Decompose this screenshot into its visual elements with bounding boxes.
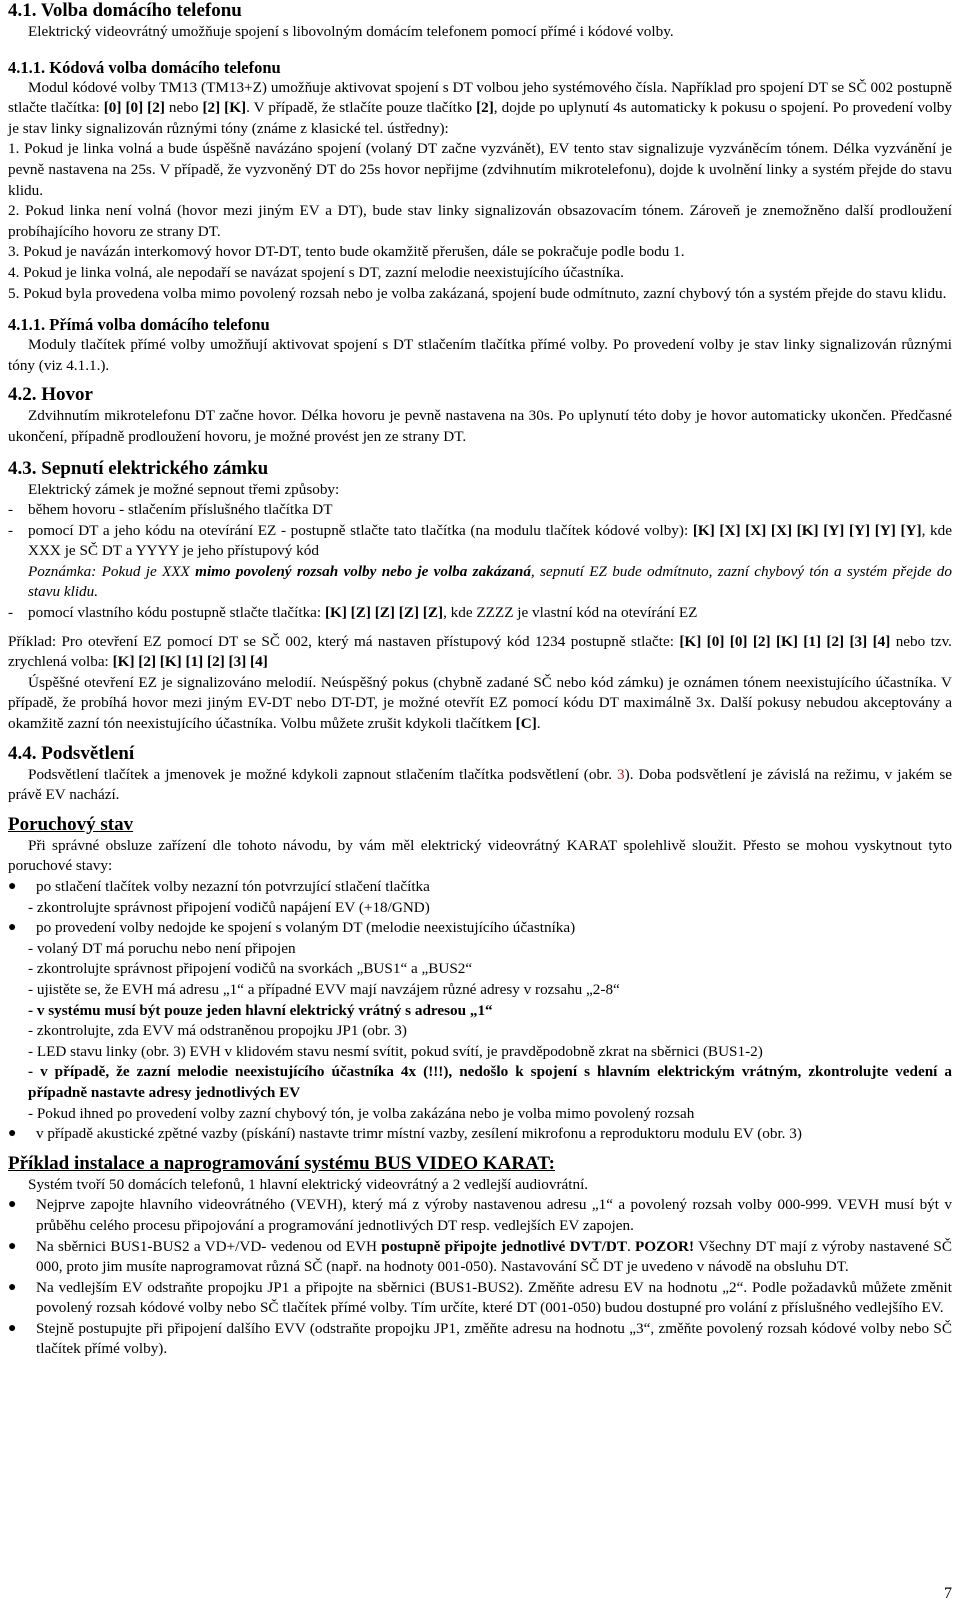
bullet-icon: ● [8, 1279, 17, 1295]
fault-heading: Poruchový stav [8, 813, 134, 835]
dash-item: - pomocí DT a jeho kódu na otevírání EZ - postupně stlačte tato tlačítka (na modulu tlačítek kódové volby): [K] [X] [X] [X] [K] [Y] [Y] [Y] [Y], kde XXX je SČ DT a YYYY je jeho přístupový kód [8, 521, 952, 560]
list-item: 5. Pokud byla provedena volba mimo povolený rozsah nebo je volba zakázaná, spojení bude odmítnuto, zazní chybový tón a systém přejde do stavu klidu. [8, 284, 947, 302]
numbered-list [8, 139, 952, 304]
sub-item: - v systému musí být pouze jeden hlavní elektrický vrátný s adresou „1“ [28, 1001, 493, 1019]
section-heading-4-1-1-direct: 4.1.1. Přímá volba domácího telefonu [8, 315, 270, 335]
install-heading: Příklad instalace a naprogramování systému BUS VIDEO KARAT: [8, 1152, 555, 1174]
paragraph: Systém tvoří 50 domácích telefonů, 1 hlavní elektrický videovrátný a 2 vedlejší audiovrátní. [28, 1175, 589, 1193]
sub-item: - Pokud ihned po provedení volby zazní chybový tón, je volba zakázána nebo je volba mimo povolený rozsah [28, 1104, 695, 1122]
section-heading-4-1: 4.1. Volba domácího telefonu [8, 0, 242, 21]
sub-item: - zkontrolujte správnost připojení vodičů na svorkách „BUS1“ a „BUS2“ [28, 960, 473, 978]
bullet-icon: ● [8, 920, 17, 936]
list-item: 2. Pokud linka není volná (hovor mezi jiným EV a DT), bude stav linky signalizován obsazovacím tónem. Zároveň je znemožněno další prodloužení probíhajícího hovoru ze strany DT. [8, 202, 952, 240]
bullet-item: ● po provedení volby nedojde ke spojení s volaným DT (melodie neexistujícího účastníka) [8, 918, 952, 939]
bullet-item: ● Na sběrnici BUS1-BUS2 a VD+/VD- vedenou od EVH postupně připojte jednotlivé DVT/DT. POZOR! Všechny DT mají z výroby nastavené SČ 000, proto jim musíte naprogramovat různá SČ (např. na hodnoty 001-050). Nastavování SČ DT je uvedeno v návodě na obsluhu DT. [8, 1237, 952, 1278]
paragraph: Elektrický videovrátný umožňuje spojení s libovolným domácím telefonem pomocí přímé i kódové volby. [28, 23, 674, 40]
paragraph: Moduly tlačítek přímé volby umožňují aktivovat spojení s DT stlačením tlačítka přímé volby. Po provedení volby je stav linky signalizován různými tóny (viz 4.1.1.). [8, 336, 952, 374]
dash-item: - během hovoru - stlačením příslušného tlačítka DT [8, 501, 333, 519]
document-page [8, 0, 952, 1360]
bullet-item: ● Stejně postupujte při připojení dalšího EVV (odstraňte propojku JP1, změňte adresu na hodnotu „3“, změňte povolený rozsah kódové volby nebo SČ tlačítek přímé volby). [8, 1319, 952, 1360]
paragraph: Úspěšné otevření EZ je signalizováno melodií. Neúspěšný pokus (chybně zadané SČ nebo kód zámku) je oznámen tónem neexistujícího účastníka. V případě, že probíhá hovor mezi jiným EV-DT nebo DT-DT, je možné otevřít EZ pomocí kódu DT maximálně 3x. Další pokusy nebudou akceptovány a okamžitě zazní tón neexistujícího účastníka. Volbu můžete zrušit kdykoli tlačítkem [C]. [8, 673, 952, 733]
paragraph: Při správné obsluze zařízení dle tohoto návodu, by vám měl elektrický videovrátný KARAT spolehlivě sloužit. Přesto se mohou vyskytnout tyto poruchové stavy: [8, 836, 952, 875]
bullet-item: ● Nejprve zapojte hlavního videovrátného (VEVH), který má z výroby nastavenou adresu „1“ a povolený rozsah volby 000-999. VEVH musí být v průběhu celého procesu připojování a programování jednotlivých DT resp. vedlejších EV zapojen. [8, 1195, 952, 1236]
section-heading-4-2: 4.2. Hovor [8, 384, 93, 406]
paragraph: Modul kódové volby TM13 (TM13+Z) umožňuje aktivovat spojení s DT volbou jeho systémového čísla. Například pro spojení DT se SČ 002 postupně stlačte tlačítka: [0] [0] [2] nebo [2] [K]. V případě, že stlačíte pouze tlačítko [2], dojde po uplynutí 4s automaticky k pokusu o spojení. Po provedení volby je stav linky signalizován různými tóny (známe z klasické tel. ústředny): [8, 78, 952, 137]
bullet-icon: ● [8, 1238, 17, 1254]
list-item: 3. Pokud je navázán interkomový hovor DT-DT, tento bude okamžitě přerušen, dále se pokračuje podle bodu 1. [8, 243, 685, 261]
paragraph: Elektrický zámek je možné sepnout třemi způsoby: [28, 480, 340, 498]
sub-item: - zkontrolujte, zda EVV má odstraněnou propojku JP1 (obr. 3) [28, 1022, 407, 1040]
section-heading-4-1-1-code: 4.1.1. Kódová volba domácího telefonu [8, 57, 281, 77]
bullet-icon: ● [8, 879, 17, 894]
bullet-icon: ● [8, 1197, 17, 1213]
bullet-icon: ● [8, 1320, 17, 1336]
figure-reference-link[interactable]: 3 [617, 765, 625, 783]
bullet-icon: ● [8, 1126, 17, 1142]
paragraph: Zdvihnutím mikrotelefonu DT začne hovor. Délka hovoru je pevně nastavena na 30s. Po uplynutí této doby je hovor automaticky ukončen. Předčasné ukončení, případně prodloužení hovoru, je možné provést jen ze strany DT. [8, 407, 952, 445]
bullet-item: ● Na vedlejším EV odstraňte propojku JP1 a připojte na sběrnici (BUS1-BUS2). Změňte adresu EV na hodnotu „2“. Podle požadavků můžete změnit povolený rozsah kódové volby nebo SČ tlačítek přímé volby. Tím určíte, které DT (001-050) budou dostupné pro volání z příslušného vedlejšího EV. [8, 1278, 952, 1319]
section-heading-4-3: 4.3. Sepnutí elektrického zámku [8, 457, 269, 479]
sub-item: - v případě, že zazní melodie neexistujícího účastníka 4x (!!!), nedošlo k spojení s hlavním elektrickým vrátným, zkontrolujte vedení a případně nastavte adresy jednotlivých EV [28, 1063, 952, 1101]
note: Poznámka: Pokud je XXX mimo povolený rozsah volby nebo je volba zakázaná, sepnutí EZ bude odmítnuto, zazní chybový tón a systém přejde do stavu klidu. [28, 562, 952, 601]
page-number: 7 [944, 1585, 952, 1603]
list-item: 4. Pokud je linka volná, ale nepodaří se navázat spojení s DT, zazní melodie neexistujícího účastníka. [8, 263, 624, 281]
sub-item: - zkontrolujte správnost připojení vodičů napájení EV (+18/GND) [28, 898, 430, 916]
sub-item: - volaný DT má poruchu nebo není připojen [28, 939, 296, 957]
section-heading-4-4: 4.4. Podsvětlení [8, 742, 135, 764]
paragraph: Podsvětlení tlačítek a jmenovek je možné kdykoli zapnout stlačením tlačítka podsvětlení (obr. 3). Doba podsvětlení je závislá na režimu, v jakém se právě EV nachází. [8, 765, 952, 804]
sub-item: - ujistěte se, že EVH má adresu „1“ a případné EVV mají navzájem různé adresy v rozsahu „2-8“ [28, 980, 620, 998]
dash-item: - pomocí vlastního kódu postupně stlačte tlačítka: [K] [Z] [Z] [Z] [Z], kde ZZZZ je vlastní kód na otevírání EZ [8, 604, 698, 622]
sub-item: - LED stavu linky (obr. 3) EVH v klidovém stavu nesmí svítit, pokud svítí, je pravděpodobně zkrat na sběrnici (BUS1-2) [28, 1042, 763, 1060]
list-item: 1. Pokud je linka volná a bude úspěšně navázáno spojení (volaný DT začne vyzvánět), EV tento stav signalizuje vyzváněcím tónem. Délka vyzvánění je pevně nastavena na 25s. V případě, že vyzvoněný DT do 25s hovor nepřijme (zdvihnutím mikrotelefonu), dojde k uvolnění linky a systém přejde do stavu klidu. [8, 140, 953, 199]
example-paragraph: Příklad: Pro otevření EZ pomocí DT se SČ 002, který má nastaven přístupový kód 1234 postupně stlačte: [K] [0] [0] [2] [K] [1] [2] [3] [4] nebo tzv. zrychlená volba: [K] [2] [K] [1] [2] [3] [4] [8, 632, 952, 671]
bullet-item: ● v případě akustické zpětné vazby (pískání) nastavte trimr místní vazby, zesílení mikrofonu a reproduktoru modulu EV (obr. 3) [8, 1124, 952, 1145]
bullet-item: ● po stlačení tlačítek volby nezazní tón potvrzující stlačení tlačítka [8, 877, 952, 898]
